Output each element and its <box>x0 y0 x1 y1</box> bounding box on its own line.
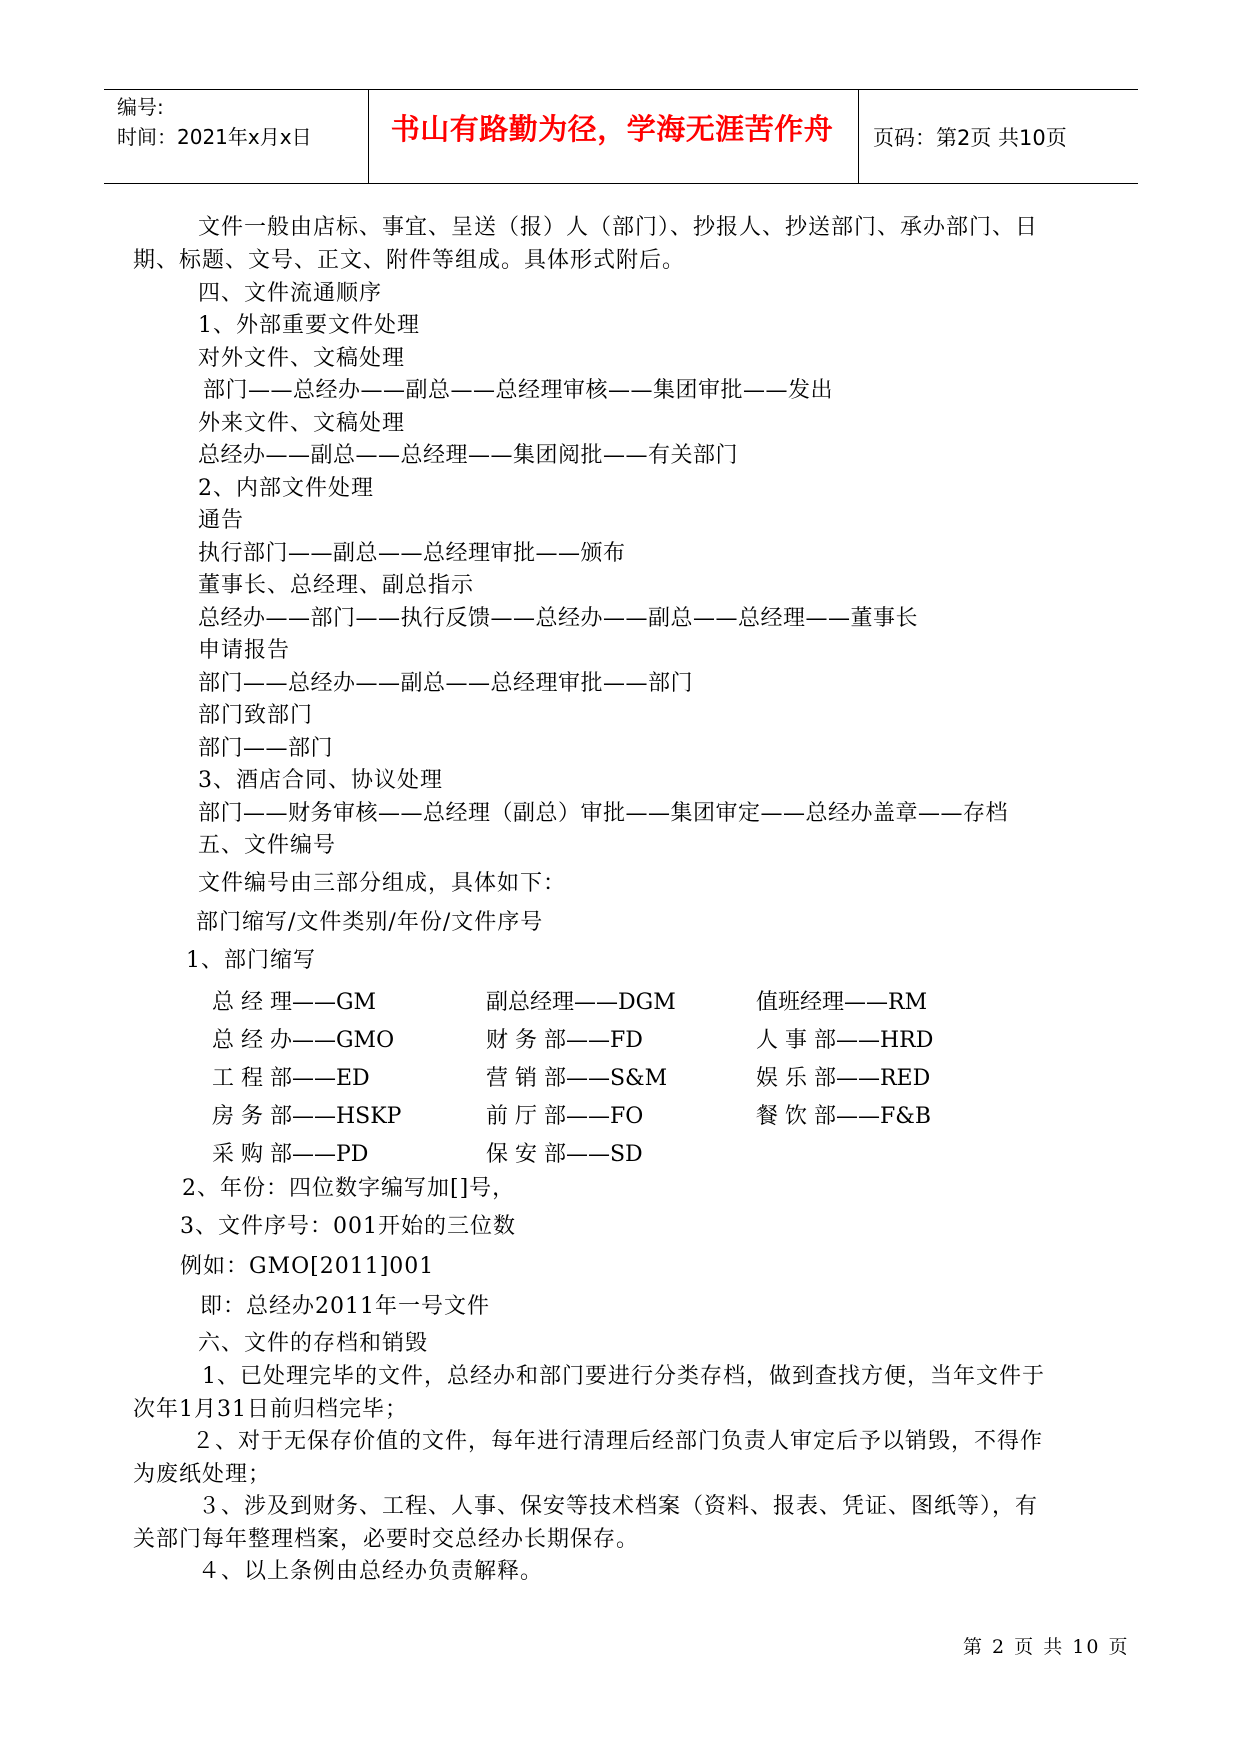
section-6-4: ４、以上条例由总经办负责解释。 <box>198 1559 544 1584</box>
section-4-1-title: 1、外部重要文件处理 <box>198 313 420 338</box>
section-4-2-a-flow: 执行部门——副总——总经理审批——颁布 <box>198 541 626 566</box>
paragraph-intro-line1: 文件一般由店标、事宜、呈送（报）人（部门）、抄报人、抄送部门、承办部门、日 <box>198 215 1039 240</box>
page-footer: 第 2 页 共 10 页 <box>963 1636 1130 1658</box>
header-divider-right <box>858 89 859 184</box>
section-4-2-a-title: 通告 <box>198 508 245 533</box>
section-4-2-c-title: 申请报告 <box>198 638 291 663</box>
dept-code-cell: 工 程 部——ED <box>212 1066 370 1091</box>
header-meta <box>117 92 312 152</box>
numbering-example: 例如：GMO[2011]001 <box>180 1254 435 1279</box>
dept-code-cell: 房 务 部——HSKP <box>212 1104 402 1129</box>
paragraph-intro-line2: 期、标题、文号、正文、附件等组成。具体形式附后。 <box>133 248 686 273</box>
section-4-2-b-flow: 总经办——部门——执行反馈——总经办——副总——总经理——董事长 <box>198 606 919 631</box>
section-4-1-b-flow: 总经办——副总——总经理——集团阅批——有关部门 <box>198 443 739 468</box>
section-6-3-line2: 关部门每年整理档案，必要时交总经办长期保存。 <box>133 1527 640 1552</box>
dept-code-cell: 值班经理——RM <box>756 990 928 1015</box>
section-6-2-line2: 为废纸处理； <box>133 1462 272 1487</box>
dept-code-cell: 娱 乐 部——RED <box>756 1066 931 1091</box>
section-5-2: 2、年份：四位数字编写加[]号， <box>182 1176 516 1201</box>
numbering-example-meaning: 即：总经办2011年一号文件 <box>200 1294 490 1319</box>
dept-code-cell: 采 购 部——PD <box>212 1142 369 1167</box>
dept-code-cell: 前 厅 部——FO <box>486 1104 644 1129</box>
section-5-intro: 文件编号由三部分组成，具体如下： <box>198 871 567 896</box>
dept-code-cell: 总 经 办——GMO <box>212 1028 395 1053</box>
section-4-2-d-title: 部门致部门 <box>198 703 314 728</box>
dept-code-cell: 营 销 部——S&M <box>486 1066 668 1091</box>
section-4-2-title: 2、内部文件处理 <box>198 476 374 501</box>
section-4-2-c-flow: 部门——总经办——副总——总经理审批——部门 <box>198 671 694 696</box>
header-bottom-rule <box>104 183 1138 184</box>
section-6-title: 六、文件的存档和销毁 <box>198 1331 429 1356</box>
dept-code-cell: 副总经理——DGM <box>486 990 676 1015</box>
section-4-1-b-title: 外来文件、文稿处理 <box>198 411 406 436</box>
section-4-1-a-title: 对外文件、文稿处理 <box>198 346 406 371</box>
header-page-number: 页码：第2页 共10页 <box>873 126 1067 150</box>
section-6-2-line1: ２、对于无保存价值的文件，每年进行清理后经部门负责人审定后予以销毁，不得作 <box>192 1429 1044 1454</box>
section-6-1-line2: 次年1月31日前归档完毕； <box>133 1397 408 1422</box>
header-number: 编号: <box>117 95 164 119</box>
section-5-format: 部门缩写/文件类别/年份/文件序号 <box>196 910 544 935</box>
header-top-rule <box>104 89 1138 90</box>
section-4-title: 四、文件流通顺序 <box>198 281 383 306</box>
header-motto: 书山有路勤为径，学海无涯苦作舟 <box>390 112 834 146</box>
section-4-1-a-flow: 部门——总经办——副总——总经理审核——集团审批——发出 <box>203 378 834 403</box>
section-5-1-title: 1、部门缩写 <box>186 948 316 973</box>
dept-code-cell: 保 安 部——SD <box>486 1142 643 1167</box>
section-6-3-line1: ３、涉及到财务、工程、人事、保安等技术档案（资料、报表、凭证、图纸等），有 <box>198 1494 1039 1519</box>
section-4-2-b-title: 董事长、总经理、副总指示 <box>198 573 475 598</box>
section-6-1-line1: 1、已处理完毕的文件，总经办和部门要进行分类存档，做到查找方便，当年文件于 <box>202 1364 1045 1389</box>
section-4-3-flow: 部门——财务审核——总经理（副总）审批——集团审定——总经办盖章——存档 <box>198 801 1009 826</box>
section-4-2-d-flow: 部门——部门 <box>198 736 334 761</box>
dept-code-cell: 餐 饮 部——F&B <box>756 1104 932 1129</box>
dept-code-cell: 总 经 理——GM <box>212 990 377 1015</box>
section-5-3: 3、文件序号：001开始的三位数 <box>180 1214 516 1239</box>
dept-code-cell: 人 事 部——HRD <box>756 1028 934 1053</box>
section-4-3-title: 3、酒店合同、协议处理 <box>198 768 443 793</box>
header-time: 时间：2021年x月x日 <box>117 125 312 149</box>
dept-code-cell: 财 务 部——FD <box>486 1028 643 1053</box>
section-5-title: 五、文件编号 <box>198 833 337 858</box>
